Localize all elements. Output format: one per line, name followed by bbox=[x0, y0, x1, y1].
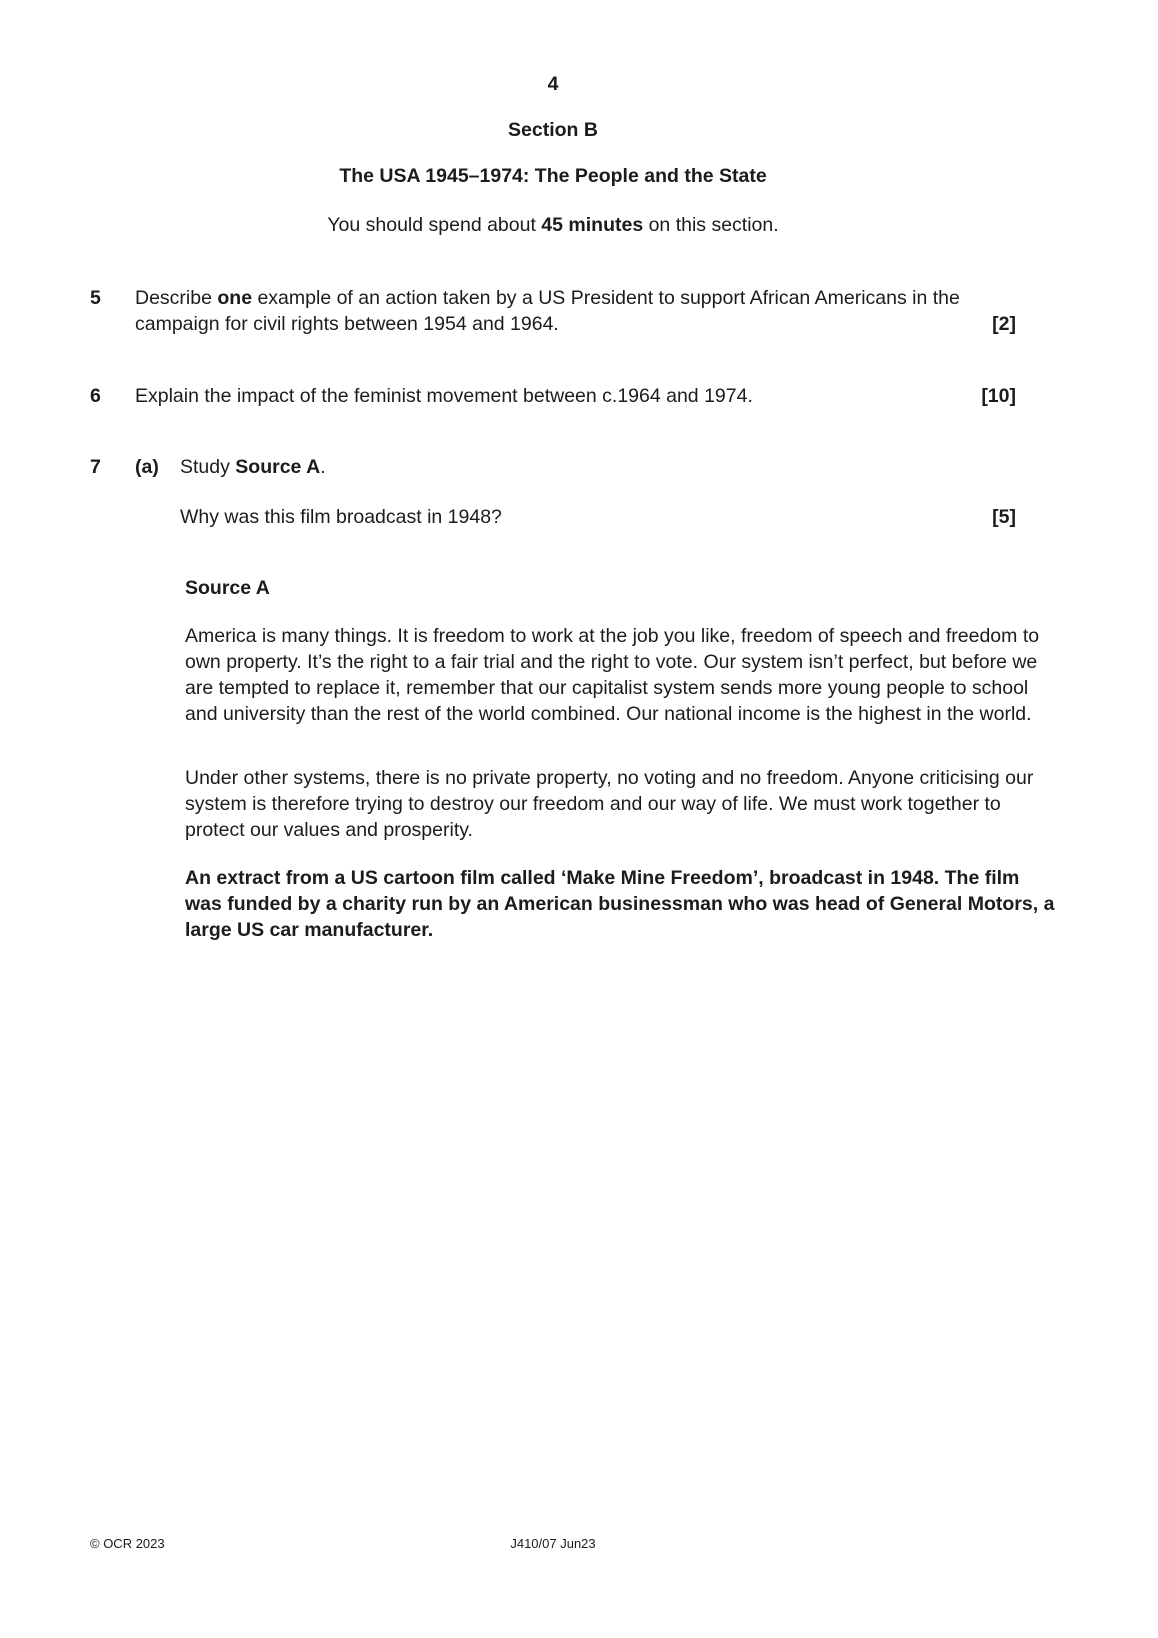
question-6-marks: [10] bbox=[981, 385, 1016, 407]
question-5-text-suffix: example of an action taken by a US President to support African Americans in the campaign for civil rights between 1954 and 1964. bbox=[135, 287, 960, 335]
question-5 bbox=[90, 285, 1016, 337]
section-instruction bbox=[90, 212, 1016, 238]
question-5-marks: [2] bbox=[992, 313, 1016, 335]
question-7a-question bbox=[180, 504, 1016, 530]
question-7-study-line bbox=[180, 454, 1016, 480]
question-7-number: 7 bbox=[90, 456, 101, 478]
question-6-number: 6 bbox=[90, 385, 101, 407]
question-7-study-suffix: . bbox=[320, 456, 326, 478]
source-a-paragraph-2: Under other systems, there is no private property, no voting and no freedom. Anyone criticising our system is therefore trying to destroy our freedom and our way of life. We must work together to protect our values and prosperity. bbox=[185, 767, 1034, 841]
question-6-text bbox=[135, 383, 1016, 409]
question-5-text-prefix: Describe bbox=[135, 287, 218, 309]
question-5-text-bold: one bbox=[217, 287, 253, 309]
source-a-attribution: An extract from a US cartoon film called ‘Make Mine Freedom’, broadcast in 1948. The film was funded by a charity run by an American businessman who was head of General Motors, a large US car manufacturer. bbox=[185, 867, 1055, 941]
question-6 bbox=[90, 383, 1016, 409]
source-a-heading: Source A bbox=[185, 577, 270, 599]
instruction-prefix: You should spend about bbox=[327, 214, 542, 236]
question-7a-marks: [5] bbox=[992, 506, 1016, 528]
question-6-text-main: Explain the impact of the feminist movement between c.1964 and 1974. bbox=[135, 385, 753, 407]
question-7-part-label: (a) bbox=[135, 456, 159, 478]
section-title: The USA 1945–1974: The People and the State bbox=[339, 165, 767, 187]
question-7 bbox=[90, 454, 1016, 480]
footer-paper-reference: J410/07 Jun23 bbox=[510, 1536, 596, 1551]
footer-copyright: © OCR 2023 bbox=[90, 1536, 165, 1551]
question-7-study-source: Source A bbox=[235, 456, 321, 478]
question-7a-question-text: Why was this film broadcast in 1948? bbox=[180, 506, 502, 528]
source-a-paragraph-1: America is many things. It is freedom to work at the job you like, freedom of speech and freedom to own property. It’s the right to a fair trial and the right to vote. Our system isn’t perfect, but before we are tempted to replace it, remember that our capitalist system sends more young people to school and university than the rest of the world combined. Our national income is the highest in the world. bbox=[185, 625, 1040, 725]
question-7-study-prefix: Study bbox=[180, 456, 236, 478]
instruction-suffix: on this section. bbox=[643, 214, 779, 236]
section-heading: Section B bbox=[508, 119, 598, 141]
instruction-duration: 45 minutes bbox=[541, 214, 644, 236]
page-number: 4 bbox=[547, 73, 559, 95]
question-7a-question-row bbox=[90, 504, 1016, 530]
question-5-number: 5 bbox=[90, 287, 101, 309]
question-5-text bbox=[135, 285, 1016, 337]
